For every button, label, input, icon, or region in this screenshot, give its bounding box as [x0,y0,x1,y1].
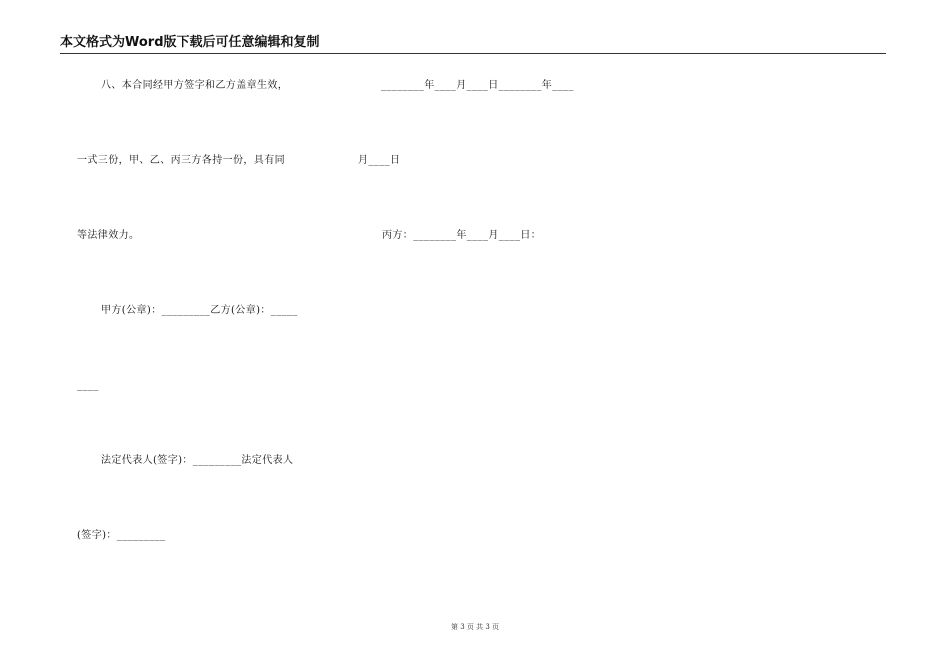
clause-eight-text: 八、本合同经甲方签字和乙方盖章生效， [101,80,289,91]
date-blanks-line: ________年____月____日________年____ [381,80,574,91]
copies-text: 一式三份，甲、乙、丙三方各持一份，具有同 [77,155,285,166]
seal-blank-continuation: ____ [77,380,99,391]
date-continuation: 月____日 [358,155,401,166]
page-number: 第 3 页 共 3 页 [450,623,500,631]
header-title: 本文格式为Word版下载后可任意编辑和复制 [60,35,320,50]
seal-signature-line: 甲方(公章)：_________乙方(公章)：_____ [101,305,298,316]
party-c-date-line: 丙方：________年____月____日： [382,230,542,241]
legal-representative-line: 法定代表人(签字)：_________法定代表人 [101,455,294,466]
representative-signature-line: (签字)：_________ [77,530,166,541]
document-header [60,35,886,54]
legal-effect-text: 等法律效力。 [77,230,140,241]
